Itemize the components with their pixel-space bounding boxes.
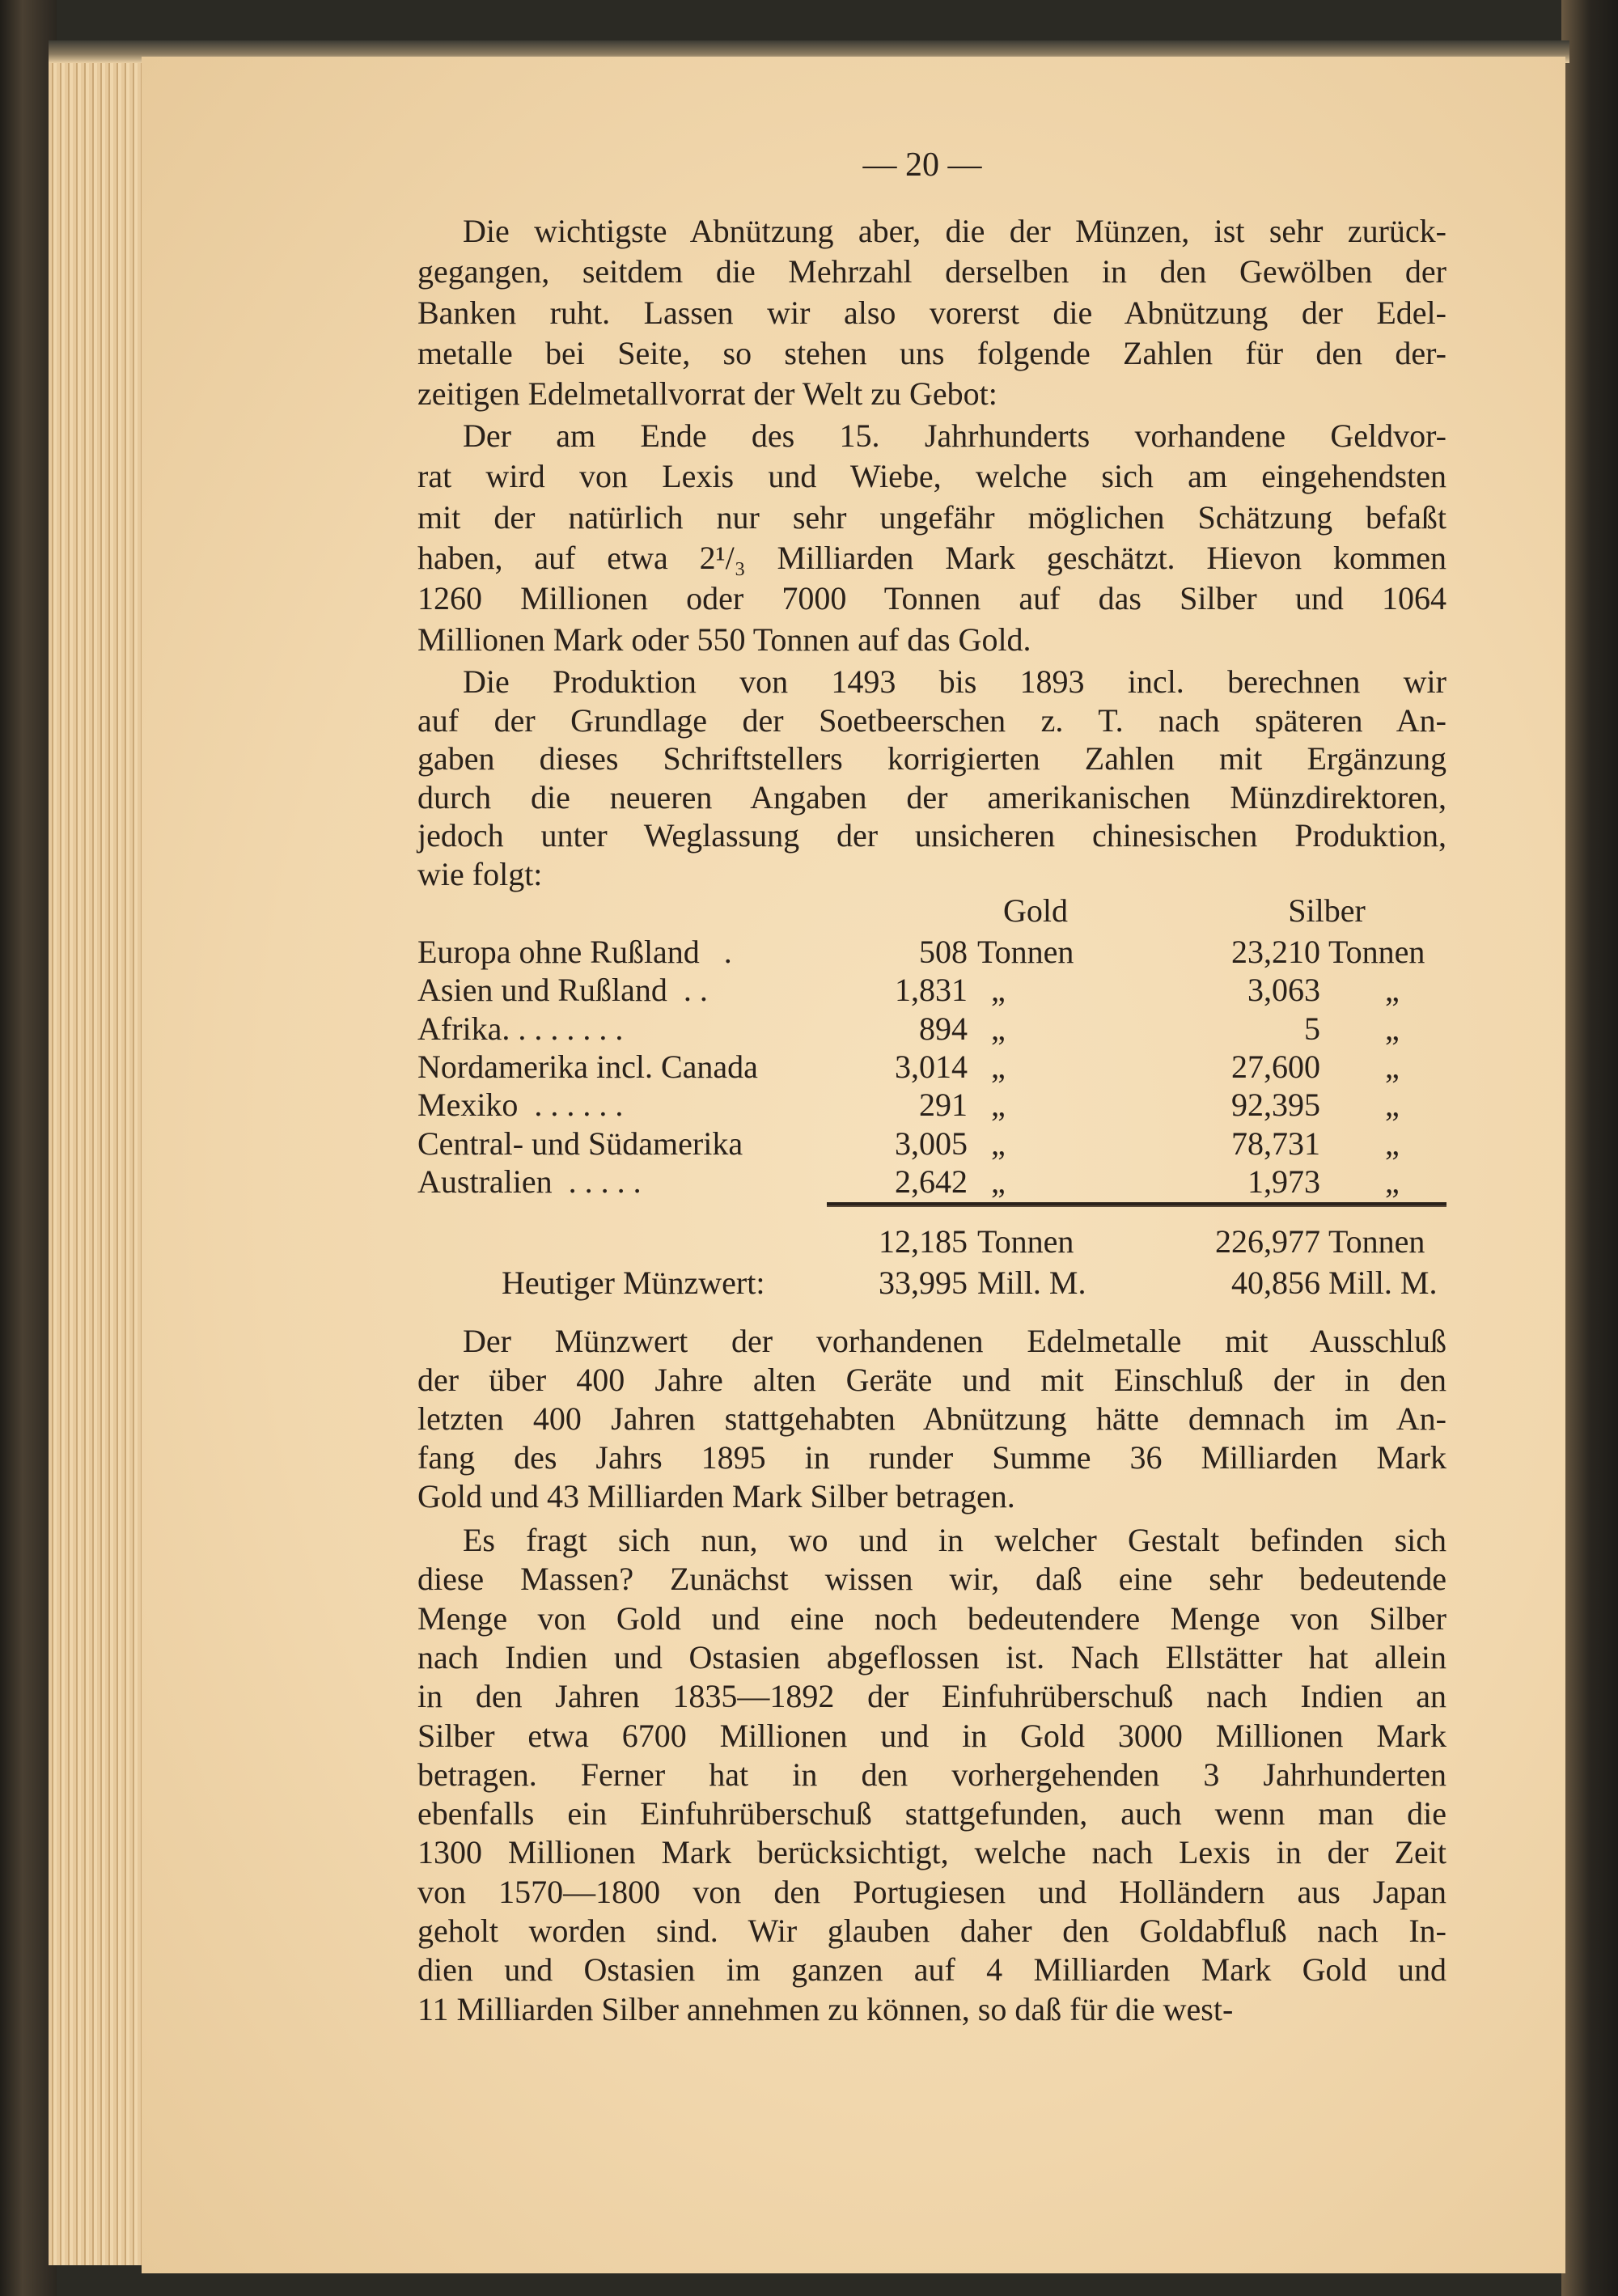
text-line: 11 Milliarden Silber annehmen zu können, so daß für die west- xyxy=(417,1990,1234,2027)
row-gold-unit: „ xyxy=(991,1163,1006,1200)
text-line: diese Massen? Zunächst wissen wir, daß eine sehr bedeutende xyxy=(417,1561,1446,1598)
text-line: Silber etwa 6700 Millionen und in Gold 3000 Millionen Mark xyxy=(417,1717,1446,1754)
text-line: Der am Ende des 15. Jahrhunderts vorhandene Geldvor- xyxy=(463,417,1446,454)
text-line: Die wichtigste Abnützung aber, die der Münzen, ist sehr zurück- xyxy=(463,213,1446,249)
row-region: Afrika. . . . . . . . xyxy=(417,1010,624,1047)
row-gold: 894 xyxy=(919,1010,968,1047)
row-region: Mexiko . . . . . . xyxy=(417,1087,624,1124)
page-edges xyxy=(49,49,146,2265)
row-gold: 3,014 xyxy=(895,1048,968,1085)
header-silver: Silber xyxy=(1288,892,1366,929)
row-gold-unit: „ xyxy=(991,1087,1006,1124)
text-line: Banken ruht. Lassen wir also vorerst die Abnützung der Edel- xyxy=(417,294,1446,331)
page-number: — 20 — xyxy=(862,146,982,184)
row-gold-unit: „ xyxy=(991,1048,1006,1085)
text-line: Die Produktion von 1493 bis 1893 incl. berechnen wir xyxy=(463,663,1446,700)
text-line: auf der Grundlage der Soetbeerschen z. T. nach späteren An- xyxy=(417,701,1446,739)
total-silver: 226,977 xyxy=(1215,1223,1320,1260)
row-gold-unit: „ xyxy=(991,1125,1006,1162)
text-line: Der Münzwert der vorhandenen Edelmetalle mit Ausschluß xyxy=(463,1323,1446,1359)
row-silver-unit: „ xyxy=(1385,1048,1400,1085)
row-region: Central- und Südamerika xyxy=(417,1125,743,1162)
text-line: durch die neueren Angaben der amerikanischen Münzdirektoren, xyxy=(417,778,1446,815)
text-line: zeitigen Edelmetallvorrat der Welt zu Gebot: xyxy=(417,375,997,413)
text-line: wie folgt: xyxy=(417,856,543,892)
text-line: in den Jahren 1835—1892 der Einfuhrüberschuß nach Indien an xyxy=(417,1678,1446,1715)
text-line: Menge von Gold und eine noch bedeutendere Menge von Silber xyxy=(417,1599,1446,1637)
text-line: Millionen Mark oder 550 Tonnen auf das Gold. xyxy=(417,621,1031,658)
text-line: gaben dieses Schriftstellers korrigierten Zahlen mit Ergänzung xyxy=(417,740,1446,777)
row-region: Nordamerika incl. Canada xyxy=(417,1048,758,1085)
row-gold-unit: „ xyxy=(991,1010,1006,1047)
text-line: nach Indien und Ostasien abgeflossen ist. Nach Ellstätter hat allein xyxy=(417,1638,1446,1675)
text-line: ebenfalls ein Einfuhrüberschuß stattgefunden, auch wenn man die xyxy=(417,1795,1446,1832)
text-line: metalle bei Seite, so stehen uns folgende Zahlen für den der- xyxy=(417,334,1446,371)
total-gold: 12,185 xyxy=(879,1223,968,1260)
total-silver-unit: Tonnen xyxy=(1328,1223,1425,1260)
row-silver: 78,731 xyxy=(1231,1125,1320,1162)
row-silver: 23,210 xyxy=(1231,934,1320,970)
text-line: fang des Jahrs 1895 in runder Summe 36 Milliarden Mark xyxy=(417,1439,1446,1476)
row-silver: 3,063 xyxy=(1247,972,1320,1009)
row-silver-unit: „ xyxy=(1385,1010,1400,1047)
text-line: von 1570—1800 von den Portugiesen und Holländern aus Japan xyxy=(417,1873,1446,1910)
text-line: 1260 Millionen oder 7000 Tonnen auf das Silber und 1064 xyxy=(417,580,1446,617)
total-gold-unit: Tonnen xyxy=(977,1223,1074,1260)
row-silver: 1,973 xyxy=(1247,1163,1320,1200)
value-gold: 33,995 xyxy=(879,1264,968,1301)
row-silver: 92,395 xyxy=(1231,1087,1320,1124)
text-line: betragen. Ferner hat in den vorhergehenden 3 Jahrhunderten xyxy=(417,1756,1446,1793)
row-gold-unit: „ xyxy=(991,972,1006,1009)
text-line: Es fragt sich nun, wo und in welcher Gestalt befinden sich xyxy=(463,1522,1446,1558)
text-line: mit der natürlich nur sehr ungefähr möglichen Schätzung befaßt xyxy=(417,498,1446,536)
row-silver: 5 xyxy=(1304,1010,1320,1047)
text-line: haben, auf etwa 2¹/₃ Milliarden Mark geschätzt. Hievon kommen xyxy=(417,539,1446,576)
text-line: letzten 400 Jahren stattgehabten Abnützung hätte demnach im An- xyxy=(417,1400,1446,1437)
value-label: Heutiger Münzwert: xyxy=(502,1264,765,1301)
text-line: geholt worden sind. Wir glauben daher den Goldabfluß nach In- xyxy=(417,1913,1446,1949)
row-gold: 291 xyxy=(919,1087,968,1124)
text-line: der über 400 Jahre alten Geräte und mit Einschluß der in den xyxy=(417,1362,1446,1398)
book-binding-right xyxy=(1561,0,1618,2296)
row-gold-unit: Tonnen xyxy=(977,934,1074,970)
text-line: jedoch unter Weglassung der unsicheren chinesischen Produktion, xyxy=(417,817,1446,854)
text-line: 1300 Millionen Mark berücksichtigt, welche nach Lexis in der Zeit xyxy=(417,1834,1446,1871)
header-gold: Gold xyxy=(1003,892,1068,929)
row-gold: 1,831 xyxy=(895,972,968,1009)
text-line: Gold und 43 Milliarden Mark Silber betragen. xyxy=(417,1478,1015,1514)
value-silver-unit: Mill. M. xyxy=(1328,1264,1438,1301)
row-silver-unit: „ xyxy=(1385,972,1400,1009)
text-line: gegangen, seitdem die Mehrzahl derselben in den Gewölben der xyxy=(417,253,1446,290)
row-silver: 27,600 xyxy=(1231,1048,1320,1085)
text-line: rat wird von Lexis und Wiebe, welche sich am eingehendsten xyxy=(417,458,1446,495)
row-gold: 2,642 xyxy=(895,1163,968,1200)
row-region: Asien und Rußland . . xyxy=(417,972,708,1009)
row-silver-unit: Tonnen xyxy=(1328,934,1425,970)
row-silver-unit: „ xyxy=(1385,1087,1400,1124)
table-sum-rule xyxy=(827,1202,1446,1207)
row-silver-unit: „ xyxy=(1385,1125,1400,1162)
value-gold-unit: Mill. M. xyxy=(977,1264,1086,1301)
row-region: Europa ohne Rußland . xyxy=(417,934,732,970)
row-silver-unit: „ xyxy=(1385,1163,1400,1200)
value-silver: 40,856 xyxy=(1231,1264,1320,1301)
row-region: Australien . . . . . xyxy=(417,1163,642,1200)
row-gold: 3,005 xyxy=(895,1125,968,1162)
text-line: dien und Ostasien im ganzen auf 4 Milliarden Mark Gold und xyxy=(417,1951,1446,1989)
row-gold: 508 xyxy=(919,934,968,970)
